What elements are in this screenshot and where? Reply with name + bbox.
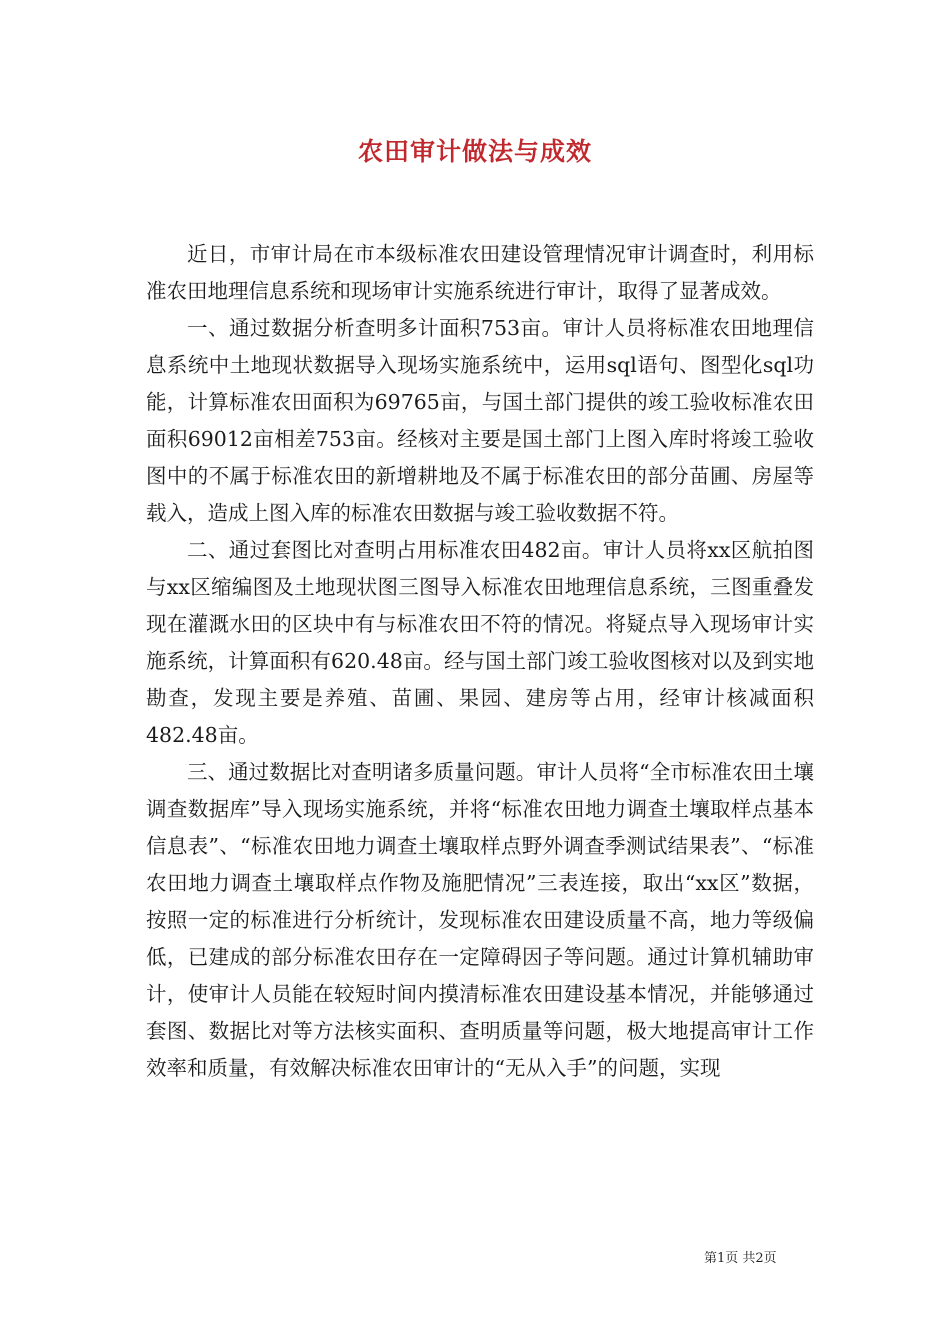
paragraph-section-3: 三、通过数据比对查明诸多质量问题。审计人员将“全市标准农田土壤调查数据库”导入现场实施系统，并将“标准农田地力调查土壤取样点基本信息表”、“标准农田地力调查土壤取样点野外调查季测试结果表”、“标准农田地力调查土壤取样点作物及施肥情况”三表连接，取出“xx区”数据，按照一定的标准进行分析统计，发现标准农田建设质量不高，地力等级偏低，已建成的部分标准农田存在一定障碍因子等问题。通过计算机辅助审计，使审计人员能在较短时间内摸清标准农田建设基本情况，并能够通过套图、数据比对等方法核实面积、查明质量等问题，极大地提高审计工作效率和质量，有效解决标准农田审计的“无从入手”的问题，实现: [146, 760, 814, 1080]
document-body: [146, 236, 814, 1087]
paragraph-section-2: 二、通过套图比对查明占用标准农田482亩。审计人员将xx区航拍图与xx区缩编图及土地现状图三图导入标准农田地理信息系统，三图重叠发现在灌溉水田的区块中有与标准农田不符的情况。将疑点导入现场审计实施系统，计算面积有620.48亩。经与国土部门竣工验收图核对以及到实地勘查，发现主要是养殖、苗圃、果园、建房等占用，经审计核减面积482.48亩。: [146, 538, 814, 747]
page-number: 第1页 共2页: [704, 1251, 777, 1266]
document-title: 农田审计做法与成效: [357, 137, 592, 166]
paragraph-section-1: 一、通过数据分析查明多计面积753亩。审计人员将标准农田地理信息系统中土地现状数据导入现场实施系统中，运用sql语句、图型化sql功能，计算标准农田面积为69765亩，与国土部门提供的竣工验收标准农田面积69012亩相差753亩。经核对主要是国土部门上图入库时将竣工验收图中的不属于标准农田的新增耕地及不属于标准农田的部分苗圃、房屋等载入，造成上图入库的标准农田数据与竣工验收数据不符。: [146, 316, 814, 525]
paragraph-intro: 近日，市审计局在市本级标准农田建设管理情况审计调查时，利用标准农田地理信息系统和现场审计实施系统进行审计，取得了显著成效。: [146, 242, 814, 303]
